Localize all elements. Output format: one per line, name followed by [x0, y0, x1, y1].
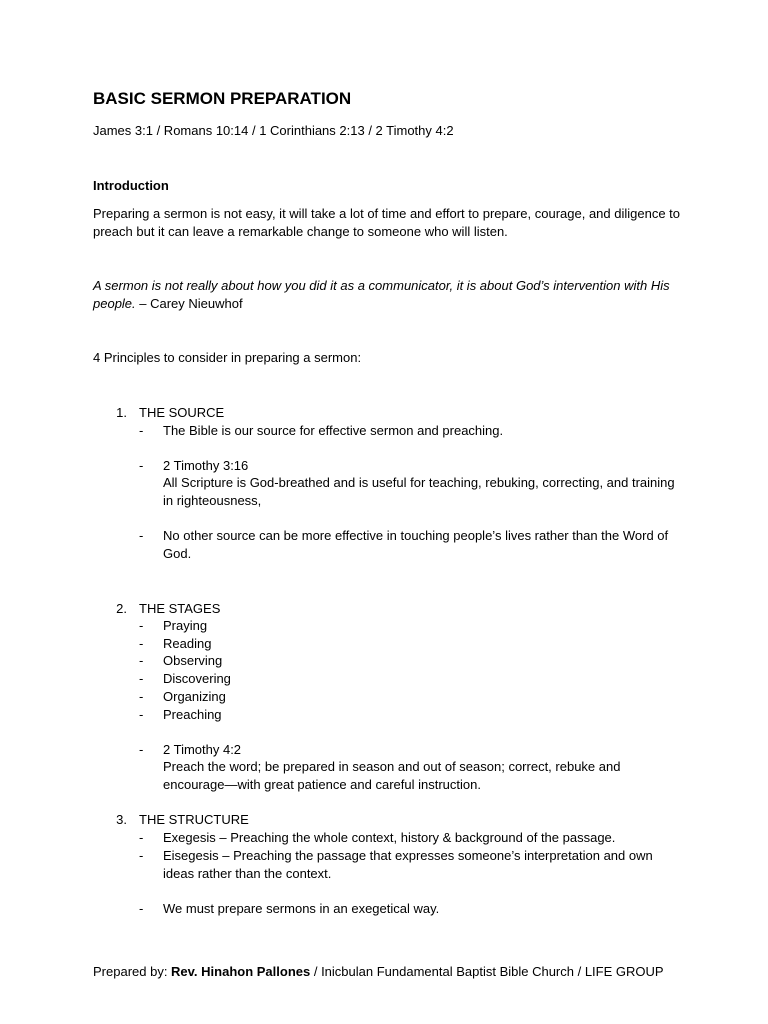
bullet-text: Discovering — [163, 671, 231, 686]
section-number: 2. — [116, 601, 127, 616]
introduction-heading: Introduction — [93, 178, 169, 193]
bullet-dash: - — [139, 636, 144, 651]
section-title: THE SOURCE — [139, 405, 225, 420]
bullet-dash: - — [139, 707, 144, 722]
bullet-text: 2 Timothy 4:2 — [163, 742, 242, 757]
bullet-text: Preaching — [163, 707, 222, 722]
bullet-dash: - — [139, 689, 144, 704]
quote-text: A sermon is not really about how you did it as a communicator, it is about God’s intervention with His people. — [93, 278, 670, 311]
bullet-text: The Bible is our source for effective sermon and preaching. — [163, 423, 504, 438]
principles-intro: 4 Principles to consider in preparing a sermon: — [93, 350, 362, 365]
bullet-text: No other source can be more effective in touching people’s lives rather than the Word of God. — [163, 528, 669, 561]
bullet-dash: - — [139, 848, 144, 863]
bullet-dash: - — [139, 742, 144, 757]
bullet-dash: - — [139, 830, 144, 845]
bullet-text: Reading — [163, 636, 212, 651]
bullet-text: 2 Timothy 3:16 — [163, 458, 249, 473]
bullet-text: Organizing — [163, 689, 226, 704]
footer-prefix: Prepared by: — [93, 964, 172, 979]
bullet-text: We must prepare sermons in an exegetical way. — [163, 901, 440, 916]
quote-block — [93, 277, 683, 312]
bullet-text: Eisegesis – Preaching the passage that expresses someone’s interpretation and own ideas rather than the context. — [163, 848, 653, 881]
section-number: 1. — [116, 405, 127, 420]
bullet-dash: - — [139, 458, 144, 473]
bullet-dash: - — [139, 901, 144, 916]
quote-attribution: – Carey Nieuwhof — [135, 295, 243, 311]
bullet-text: Observing — [163, 653, 223, 668]
section-number: 3. — [116, 812, 127, 827]
section-title: THE STAGES — [139, 601, 221, 616]
scripture-quote: Preach the word; be prepared in season and out of season; correct, rebuke and encourage—with great patience and careful instruction. — [163, 759, 621, 792]
bullet-text: Exegesis – Preaching the whole context, history & background of the passage. — [163, 830, 616, 845]
bullet-dash: - — [139, 653, 144, 668]
section-title: THE STRUCTURE — [139, 812, 249, 827]
bullet-dash: - — [139, 423, 144, 438]
scripture-references: James 3:1 / Romans 10:14 / 1 Corinthians 2:13 / 2 Timothy 4:2 — [93, 123, 454, 138]
footer-credit — [93, 963, 664, 981]
document-title: BASIC SERMON PREPARATION — [93, 89, 352, 108]
bullet-dash: - — [139, 528, 144, 543]
bullet-text: Praying — [163, 618, 208, 633]
bullet-dash: - — [139, 671, 144, 686]
footer-suffix: / Inicbulan Fundamental Baptist Bible Church / LIFE GROUP — [310, 964, 664, 979]
bullet-dash: - — [139, 618, 144, 633]
introduction-paragraph: Preparing a sermon is not easy, it will take a lot of time and effort to prepare, courage, and diligence to preach but it can leave a remarkable change to someone who will listen. — [93, 206, 681, 239]
footer-author: Rev. Hinahon Pallones — [171, 964, 311, 979]
scripture-quote: All Scripture is God-breathed and is useful for teaching, rebuking, correcting, and training in righteousness, — [163, 475, 675, 508]
